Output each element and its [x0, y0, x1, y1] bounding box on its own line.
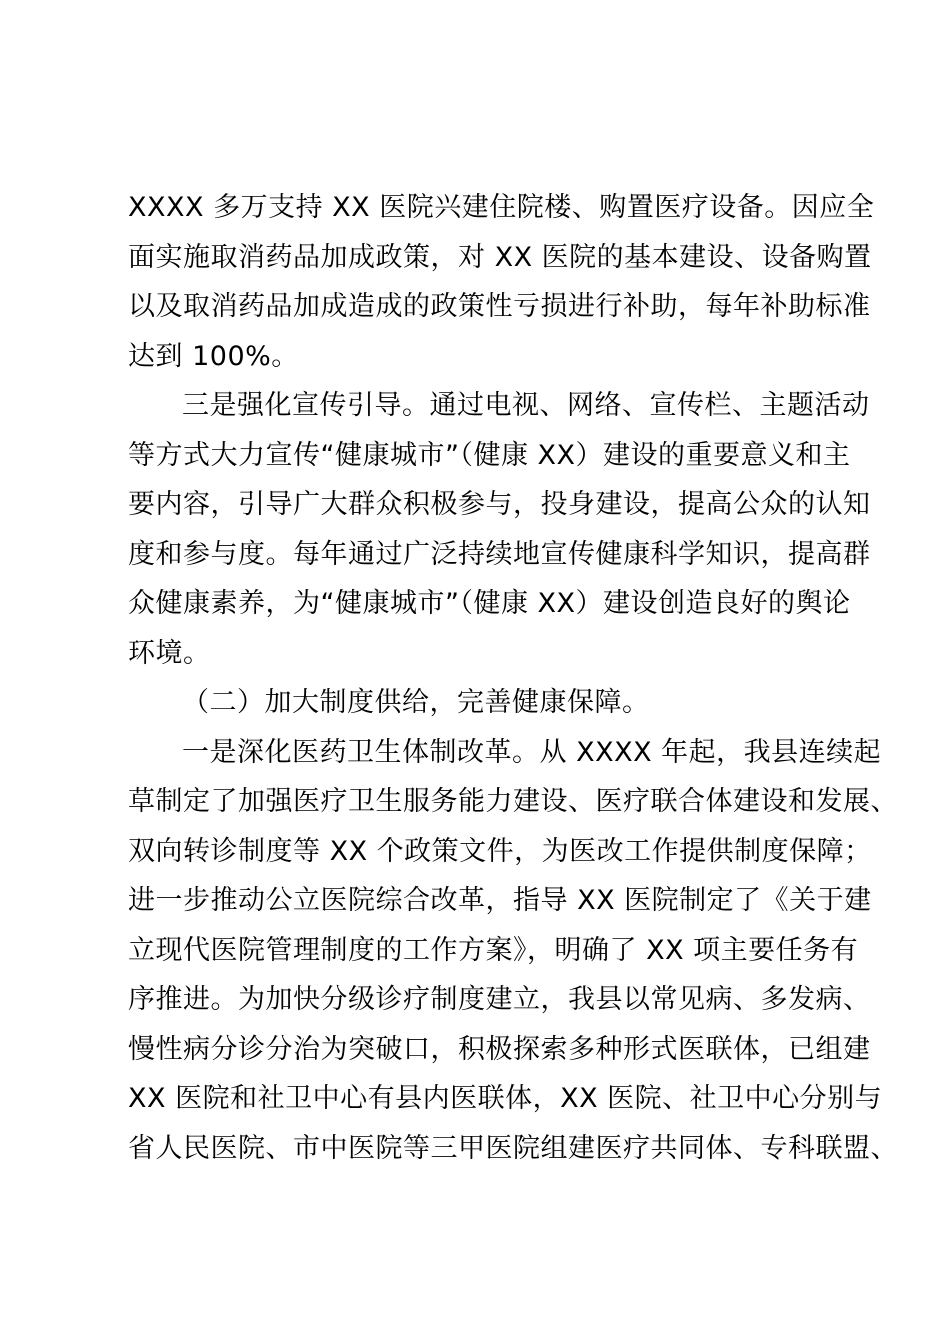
text-line: 双向转诊制度等 XX 个政策文件，为医改工作提供制度保障；: [128, 835, 872, 867]
paragraph-reform: [128, 728, 898, 1174]
text-line: 省人民医院、市中医院等三甲医院组建医疗共同体、专科联盟、: [128, 1132, 898, 1164]
heading-line: （二）加大制度供给，完善健康保障。: [182, 687, 650, 718]
text-line: 序推进。为加快分级诊疗制度建立，我县以常见病、多发病、: [128, 984, 871, 1015]
text-line: XX 医院和社卫中心有县内医联体，XX 医院、社卫中心分别与: [128, 1083, 883, 1114]
text-line: 以及取消药品加成造成的政策性亏损进行补助，每年补助标准: [128, 291, 871, 322]
paragraph-publicity: [128, 381, 871, 678]
text-line: 草制定了加强医疗卫生服务能力建设、医疗联合体建设和发展、: [128, 786, 898, 817]
text-line: 等方式大力宣传“健康城市”（健康 XX）建设的重要意义和主: [128, 439, 851, 471]
text-line: 达到 100%。: [128, 340, 299, 372]
paragraph-funding: [128, 183, 875, 381]
text-line: 面实施取消药品加成政策，对 XX 医院的基本建设、设备购置: [128, 241, 872, 273]
text-line: 慢性病分诊分治为突破口，积极探索多种形式医联体，已组建: [128, 1033, 871, 1065]
text-line: 要内容，引导广大群众积极参与，投身建设，提高公众的认知: [128, 489, 871, 520]
text-line: 立现代医院管理制度的工作方案》，明确了 XX 项主要任务有: [128, 934, 859, 966]
text-line: 环境。: [128, 637, 211, 669]
text-line: 进一步推动公立医院综合改革，指导 XX 医院制定了《关于建: [128, 885, 872, 916]
text-line: 一是深化医药卫生体制改革。从 XXXX 年起，我县连续起: [182, 736, 882, 768]
text-line: 度和参与度。每年通过广泛持续地宣传健康科学知识，提高群: [128, 538, 871, 570]
text-line: 众健康素养，为“健康城市”（健康 XX）建设创造良好的舆论: [128, 588, 851, 619]
text-line: 三是强化宣传引导。通过电视、网络、宣传栏、主题活动: [182, 390, 870, 421]
section-heading: [128, 678, 843, 728]
text-line: XXXX 多万支持 XX 医院兴建住院楼、购置医疗设备。因应全: [128, 192, 875, 223]
document-body: [128, 183, 898, 1173]
